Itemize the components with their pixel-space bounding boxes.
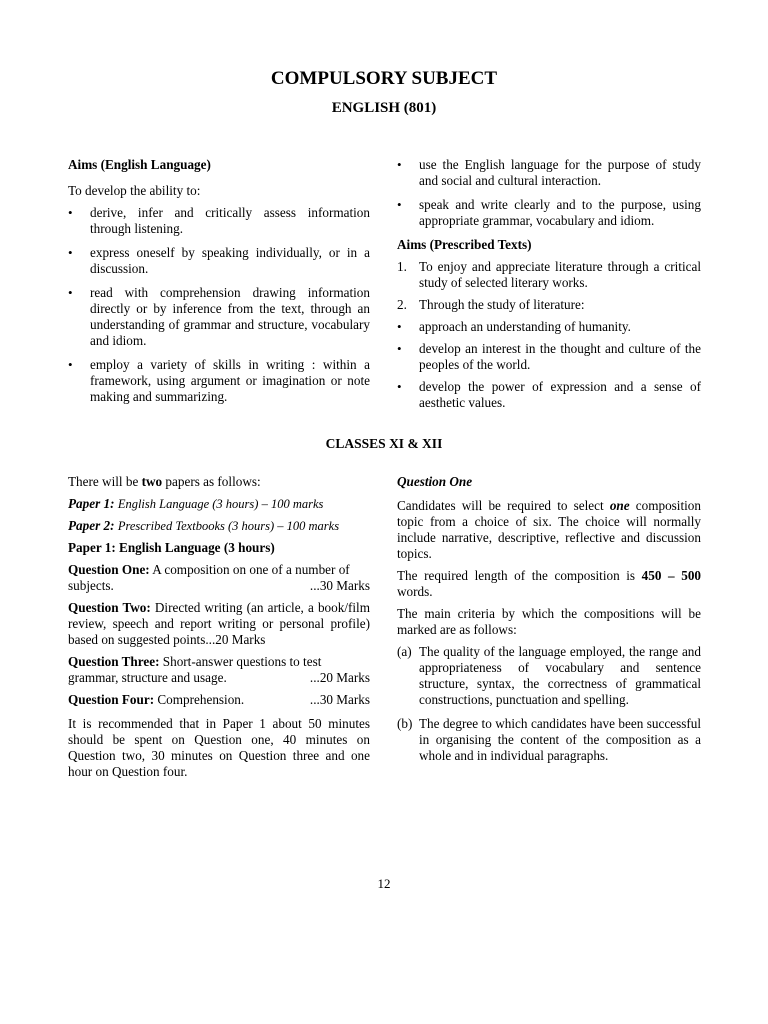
classes-heading: CLASSES XI & XII: [325, 436, 443, 451]
papers-intro: There will be two papers as follows:: [68, 474, 261, 489]
numbered-item: [397, 259, 701, 291]
item-number: 1.: [397, 259, 407, 274]
list-item: • express oneself by speaking individually, or in a discussion.: [68, 245, 370, 277]
item-text: Through the study of literature:: [419, 297, 585, 312]
paper-1-line: Paper 1: English Language (3 hours) – 100 marks: [68, 496, 324, 511]
aims-texts-heading: Aims (Prescribed Texts): [397, 237, 532, 252]
aims-language-heading: Aims (English Language): [68, 157, 211, 172]
list-item: • approach an understanding of humanity.: [397, 319, 701, 335]
question-one-para-2: The required length of the composition is 450 – 500 words.: [397, 568, 701, 599]
page-number: 12: [377, 876, 391, 891]
aims-texts-sublist: [397, 319, 701, 411]
time-recommendation: It is recommended that in Paper 1 about 50 minutes should be spent on Question one, 40 minutes on Question two, 30 minutes on Question three and one hour on Question four.: [68, 716, 370, 779]
question-three-line: Question Three: Short-answer questions to test grammar, structure and usage. ...20 Marks: [68, 654, 370, 685]
page-title: COMPULSORY SUBJECT: [270, 68, 498, 89]
criteria-letter: (a): [397, 644, 412, 659]
criteria-text: The quality of the language employed, the range and appropriateness of vocabulary and sentence structure, syntax, the correctness of grammatical constructions, punctuation and spelling.: [419, 644, 701, 707]
page-subtitle: ENGLISH (801): [331, 100, 437, 116]
list-item: • read with comprehension drawing information directly or by inference from the text, through an understanding of grammar and structure, vocabulary and idiom.: [68, 285, 370, 349]
aims-language-list: [68, 205, 370, 405]
aims-language-section: [68, 157, 370, 413]
aims-language-list-continued: [397, 157, 701, 229]
question-one-line: Question One: A composition on one of a number of subjects. ...30 Marks: [68, 562, 370, 593]
item-text: To enjoy and appreciate literature through a critical study of selected literary works.: [419, 259, 701, 290]
criteria-text: The degree to which candidates have been successful in organising the content of the composition as a whole and in individual paragraphs.: [419, 716, 701, 763]
numbered-item: [397, 297, 701, 313]
question-one-para-3: The main criteria by which the compositions will be marked are as follows:: [397, 606, 701, 637]
papers-section: [68, 474, 370, 786]
question-one-heading: Question One: [397, 474, 473, 489]
question-one-section: [397, 474, 701, 772]
aims-continued-section: [397, 157, 701, 417]
criteria-letter: (b): [397, 716, 413, 731]
list-item: • speak and write clearly and to the purpose, using appropriate grammar, vocabulary and idiom.: [397, 197, 701, 229]
paper-2-line: Paper 2: Prescribed Textbooks (3 hours) – 100 marks: [68, 518, 340, 533]
list-item: • derive, infer and critically assess information through listening.: [68, 205, 370, 237]
question-four-line: Question Four: Comprehension. ...30 Marks: [68, 692, 370, 707]
question-two-line: Question Two: Directed writing (an article, a book/film review, speech and report writing or personal profile) based on suggested points...20 Marks: [68, 600, 370, 647]
list-item: • develop an interest in the thought and culture of the peoples of the world.: [397, 341, 701, 373]
list-item: • use the English language for the purpose of study and social and cultural interaction.: [397, 157, 701, 189]
criteria-item: [397, 644, 701, 708]
list-item: • employ a variety of skills in writing : within a framework, using argument or imagination or note making and summarizing.: [68, 357, 370, 405]
question-one-para-1: Candidates will be required to select one composition topic from a choice of six. The choice will normally include narrative, descriptive, reflective and discussion topics.: [397, 498, 701, 561]
paper-1-heading: Paper 1: English Language (3 hours): [68, 540, 275, 555]
item-number: 2.: [397, 297, 407, 312]
criteria-item: [397, 716, 701, 764]
list-item: • develop the power of expression and a sense of aesthetic values.: [397, 379, 701, 411]
aims-language-intro: To develop the ability to:: [68, 183, 201, 198]
